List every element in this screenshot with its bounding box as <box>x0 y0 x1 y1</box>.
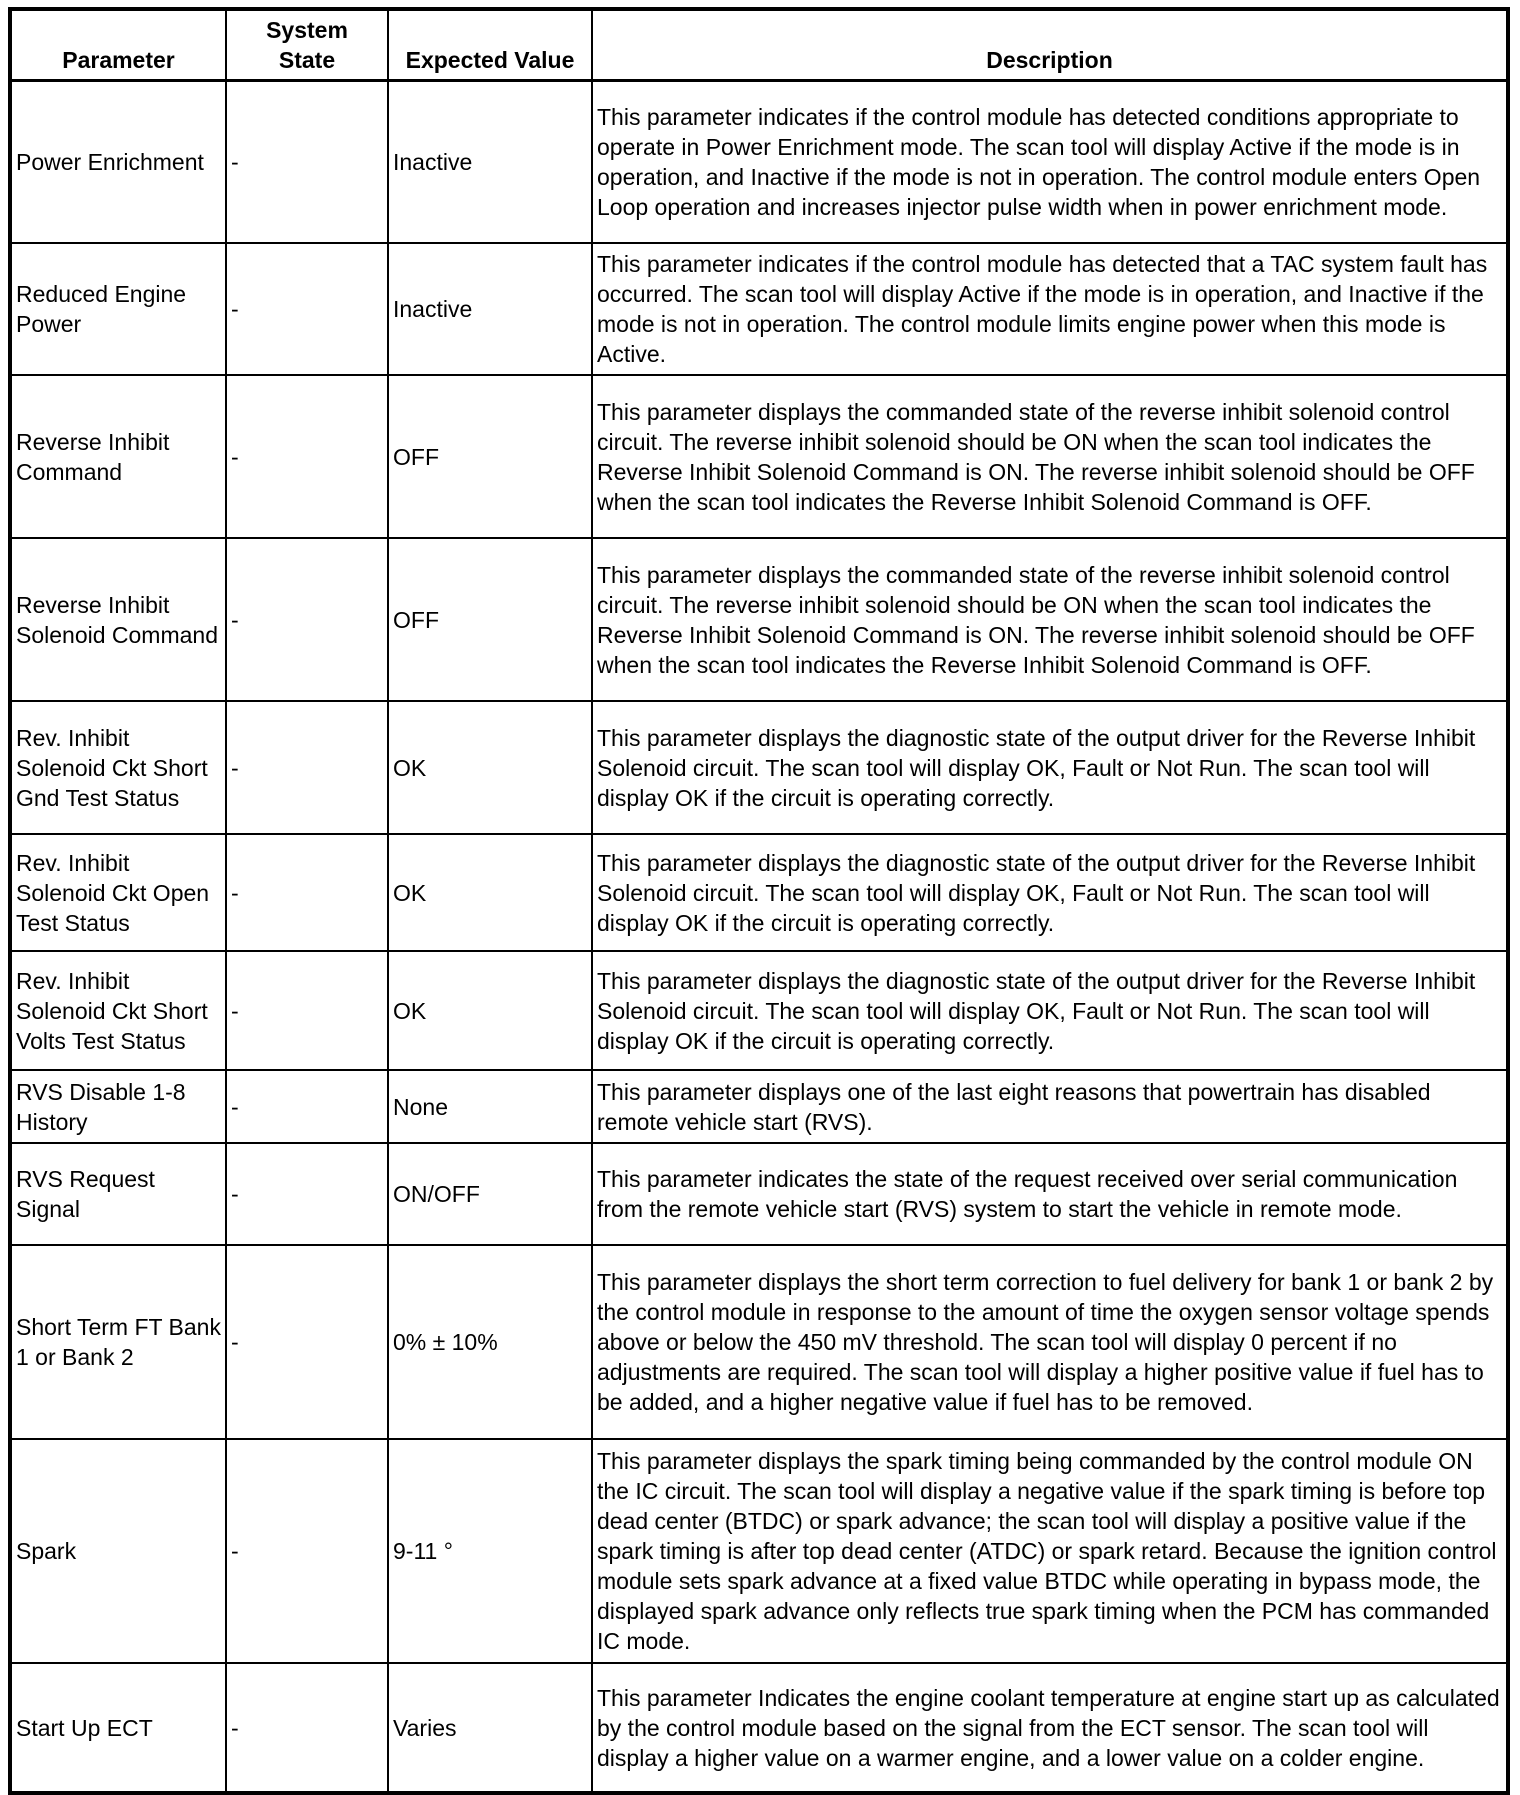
cell-parameter: Reduced Engine Power <box>10 243 226 375</box>
parameter-table <box>8 7 1510 1795</box>
table-row <box>10 1143 1508 1245</box>
cell-parameter: Start Up ECT <box>10 1663 226 1793</box>
cell-system-state: - <box>226 1663 388 1793</box>
header-parameter: Parameter <box>10 9 226 80</box>
table-row <box>10 701 1508 834</box>
cell-system-state: - <box>226 1070 388 1143</box>
cell-system-state: - <box>226 1439 388 1663</box>
cell-parameter: Reverse Inhibit Solenoid Command <box>10 538 226 701</box>
table-row <box>10 80 1508 243</box>
table-row <box>10 375 1508 538</box>
cell-system-state: - <box>226 538 388 701</box>
table-row <box>10 1070 1508 1143</box>
table-row <box>10 1245 1508 1439</box>
cell-expected-value: None <box>388 1070 592 1143</box>
cell-parameter: Power Enrichment <box>10 80 226 243</box>
cell-expected-value: OFF <box>388 375 592 538</box>
cell-expected-value: OK <box>388 701 592 834</box>
table-row <box>10 538 1508 701</box>
table-header-row <box>10 9 1508 80</box>
cell-system-state: - <box>226 834 388 951</box>
cell-parameter: Rev. Inhibit Solenoid Ckt Short Volts Test Status <box>10 951 226 1070</box>
header-description: Description <box>592 9 1508 80</box>
header-system-state: System State <box>226 9 388 80</box>
cell-parameter: RVS Request Signal <box>10 1143 226 1245</box>
cell-description: This parameter indicates if the control module has detected conditions appropriate to operate in Power Enrichment mode. The scan tool will display Active if the mode is in operation, and Inactive if the mode is not in operation. The control module enters Open Loop operation and increases injector pulse width when in power enrichment mode. <box>592 80 1508 243</box>
cell-description: This parameter displays one of the last eight reasons that powertrain has disabled remote vehicle start (RVS). <box>592 1070 1508 1143</box>
table-row <box>10 243 1508 375</box>
cell-parameter: Spark <box>10 1439 226 1663</box>
cell-parameter: Short Term FT Bank 1 or Bank 2 <box>10 1245 226 1439</box>
cell-system-state: - <box>226 375 388 538</box>
header-expected-value: Expected Value <box>388 9 592 80</box>
table-row <box>10 951 1508 1070</box>
cell-expected-value: OK <box>388 834 592 951</box>
cell-system-state: - <box>226 243 388 375</box>
cell-description: This parameter displays the diagnostic state of the output driver for the Reverse Inhibit Solenoid circuit. The scan tool will display OK, Fault or Not Run. The scan tool will display OK if the circuit is operating correctly. <box>592 701 1508 834</box>
cell-expected-value: 0% ± 10% <box>388 1245 592 1439</box>
cell-description: This parameter displays the commanded state of the reverse inhibit solenoid control circuit. The reverse inhibit solenoid should be ON when the scan tool indicates the Reverse Inhibit Solenoid Command is ON. The reverse inhibit solenoid should be OFF when the scan tool indicates the Reverse Inhibit Solenoid Command is OFF. <box>592 375 1508 538</box>
cell-expected-value: 9-11 ° <box>388 1439 592 1663</box>
cell-system-state: - <box>226 1143 388 1245</box>
table-body <box>10 80 1508 1793</box>
cell-description: This parameter indicates the state of the request received over serial communication from the remote vehicle start (RVS) system to start the vehicle in remote mode. <box>592 1143 1508 1245</box>
cell-parameter: Reverse Inhibit Command <box>10 375 226 538</box>
cell-description: This parameter displays the diagnostic state of the output driver for the Reverse Inhibit Solenoid circuit. The scan tool will display OK, Fault or Not Run. The scan tool will display OK if the circuit is operating correctly. <box>592 951 1508 1070</box>
cell-expected-value: Varies <box>388 1663 592 1793</box>
cell-system-state: - <box>226 1245 388 1439</box>
cell-description: This parameter displays the commanded state of the reverse inhibit solenoid control circuit. The reverse inhibit solenoid should be ON when the scan tool indicates the Reverse Inhibit Solenoid Command is ON. The reverse inhibit solenoid should be OFF when the scan tool indicates the Reverse Inhibit Solenoid Command is OFF. <box>592 538 1508 701</box>
cell-system-state: - <box>226 951 388 1070</box>
cell-expected-value: OFF <box>388 538 592 701</box>
table-row <box>10 1439 1508 1663</box>
cell-expected-value: Inactive <box>388 80 592 243</box>
cell-system-state: - <box>226 80 388 243</box>
cell-description: This parameter Indicates the engine coolant temperature at engine start up as calculated by the control module based on the signal from the ECT sensor. The scan tool will display a higher value on a warmer engine, and a lower value on a colder engine. <box>592 1663 1508 1793</box>
cell-parameter: Rev. Inhibit Solenoid Ckt Open Test Status <box>10 834 226 951</box>
cell-parameter: Rev. Inhibit Solenoid Ckt Short Gnd Test Status <box>10 701 226 834</box>
cell-system-state: - <box>226 701 388 834</box>
cell-description: This parameter indicates if the control module has detected that a TAC system fault has occurred. The scan tool will display Active if the mode is in operation, and Inactive if the mode is not in operation. The control module limits engine power when this mode is Active. <box>592 243 1508 375</box>
table-row <box>10 834 1508 951</box>
cell-expected-value: ON/OFF <box>388 1143 592 1245</box>
cell-description: This parameter displays the diagnostic state of the output driver for the Reverse Inhibit Solenoid circuit. The scan tool will display OK, Fault or Not Run. The scan tool will display OK if the circuit is operating correctly. <box>592 834 1508 951</box>
cell-expected-value: Inactive <box>388 243 592 375</box>
cell-description: This parameter displays the short term correction to fuel delivery for bank 1 or bank 2 by the control module in response to the amount of time the oxygen sensor voltage spends above or below the 450 mV threshold. The scan tool will display 0 percent if no adjustments are required. The scan tool will display a higher positive value if fuel has to be added, and a higher negative value if fuel has to be removed. <box>592 1245 1508 1439</box>
table-row <box>10 1663 1508 1793</box>
cell-expected-value: OK <box>388 951 592 1070</box>
cell-description: This parameter displays the spark timing being commanded by the control module ON the IC circuit. The scan tool will display a negative value if the spark timing is before top dead center (BTDC) or spark advance; the scan tool will display a positive value if the spark timing is after top dead center (ATDC) or spark retard. Because the ignition control module sets spark advance at a fixed value BTDC while operating in bypass mode, the displayed spark advance only reflects true spark timing when the PCM has commanded IC mode. <box>592 1439 1508 1663</box>
cell-parameter: RVS Disable 1-8 History <box>10 1070 226 1143</box>
